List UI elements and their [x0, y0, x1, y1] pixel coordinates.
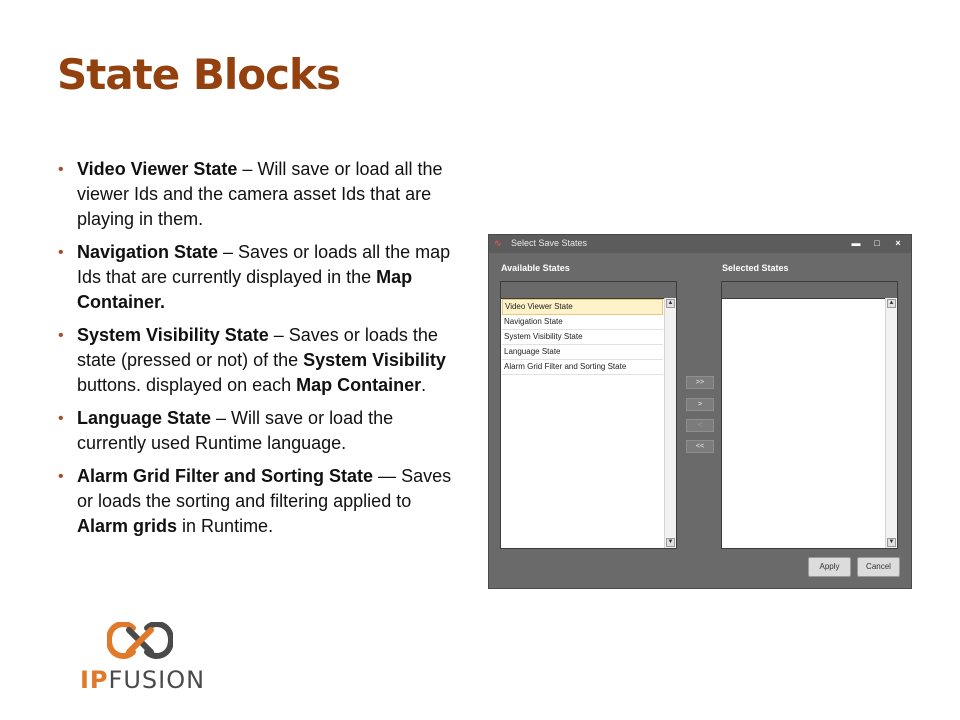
- bullet-text: Saves or loads the state (pressed or not) of the: [77, 325, 438, 370]
- ipfusion-logo: [80, 622, 205, 692]
- bullet-text: in Runtime.: [177, 516, 274, 536]
- available-items: [502, 299, 663, 375]
- cancel-button[interactable]: Cancel: [857, 557, 900, 577]
- remove-button[interactable]: <: [686, 419, 714, 432]
- bullet-emphasis: System Visibility: [303, 350, 446, 370]
- bullet-system-visibility-state: [56, 323, 466, 398]
- list-item[interactable]: Alarm Grid Filter and Sorting State: [502, 360, 663, 375]
- select-save-states-dialog: [488, 234, 912, 589]
- bullet-emphasis: Alarm grids: [77, 516, 178, 536]
- bullet-dot: •: [58, 161, 64, 178]
- bullet-dot: •: [58, 468, 64, 485]
- slide-title: State Blocks: [57, 50, 340, 99]
- list-item[interactable]: Language State: [502, 345, 663, 360]
- close-icon[interactable]: ×: [895, 238, 901, 248]
- bullet-list: [56, 157, 466, 547]
- selected-states-list[interactable]: [721, 281, 898, 549]
- scroll-down-icon[interactable]: ▼: [667, 539, 674, 545]
- maximize-icon[interactable]: □: [874, 238, 880, 248]
- bullet-text: Will save or load all the viewer Ids and the camera asset Ids that are playing in them.: [77, 159, 443, 229]
- selected-scrollbar[interactable]: [885, 298, 897, 548]
- list-header: [722, 282, 897, 299]
- bullet-separator: –: [268, 325, 289, 345]
- scroll-down-icon[interactable]: ▼: [888, 539, 895, 545]
- bullet-term: System Visibility State: [77, 325, 269, 345]
- bullet-separator: –: [237, 159, 258, 179]
- scroll-up-icon[interactable]: ▲: [667, 300, 674, 306]
- bullet-language-state: [56, 406, 466, 456]
- bullet-term: Language State: [77, 408, 212, 428]
- list-item[interactable]: System Visibility State: [502, 330, 663, 345]
- bullet-dot: •: [58, 244, 64, 261]
- bullet-separator: –: [218, 242, 239, 262]
- available-states-list[interactable]: [500, 281, 677, 549]
- selected-states-label: Selected States: [722, 263, 789, 273]
- minimize-icon[interactable]: ▬: [851, 238, 861, 248]
- bullet-emphasis: Map Container.: [77, 267, 413, 312]
- list-header: [501, 282, 676, 299]
- logo-text: [80, 666, 205, 694]
- bullet-term: Navigation State: [77, 242, 219, 262]
- list-item[interactable]: Video Viewer State: [502, 299, 663, 315]
- available-states-label: Available States: [501, 263, 570, 273]
- bullet-emphasis: Map Container: [296, 375, 422, 395]
- logo-fusion: FUSION: [108, 666, 206, 694]
- bullet-separator: –: [211, 408, 232, 428]
- bullet-text: Saves or loads all the map Ids that are currently displayed in the: [77, 242, 451, 287]
- bullet-text: Will save or load the currently used Runtime language.: [77, 408, 394, 453]
- scroll-up-icon[interactable]: ▲: [888, 300, 895, 306]
- bullet-term: Video Viewer State: [77, 159, 238, 179]
- bullet-video-viewer-state: [56, 157, 466, 232]
- bullet-navigation-state: [56, 240, 466, 315]
- logo-ip: IP: [80, 666, 109, 694]
- bullet-dot: •: [58, 327, 64, 344]
- bullet-separator: —: [373, 466, 402, 486]
- bullet-text: Saves or loads the sorting and filtering applied to: [77, 466, 452, 511]
- list-item[interactable]: Navigation State: [502, 315, 663, 330]
- add-button[interactable]: >: [686, 398, 714, 411]
- available-scrollbar[interactable]: [664, 298, 676, 548]
- remove-all-button[interactable]: <<: [686, 440, 714, 453]
- dialog-title: Select Save States: [511, 238, 588, 248]
- bullet-dot: •: [58, 410, 64, 427]
- bullet-text: .: [421, 375, 427, 395]
- logo-mark-icon: [107, 622, 173, 660]
- bullet-text: buttons. displayed on each: [77, 375, 297, 395]
- apply-button[interactable]: Apply: [808, 557, 851, 577]
- bullet-term: Alarm Grid Filter and Sorting State: [77, 466, 374, 486]
- bullet-alarm-grid-state: [56, 464, 466, 539]
- app-logo-icon: ∿: [494, 238, 502, 248]
- add-all-button[interactable]: >>: [686, 376, 714, 389]
- dialog-titlebar[interactable]: [489, 235, 911, 253]
